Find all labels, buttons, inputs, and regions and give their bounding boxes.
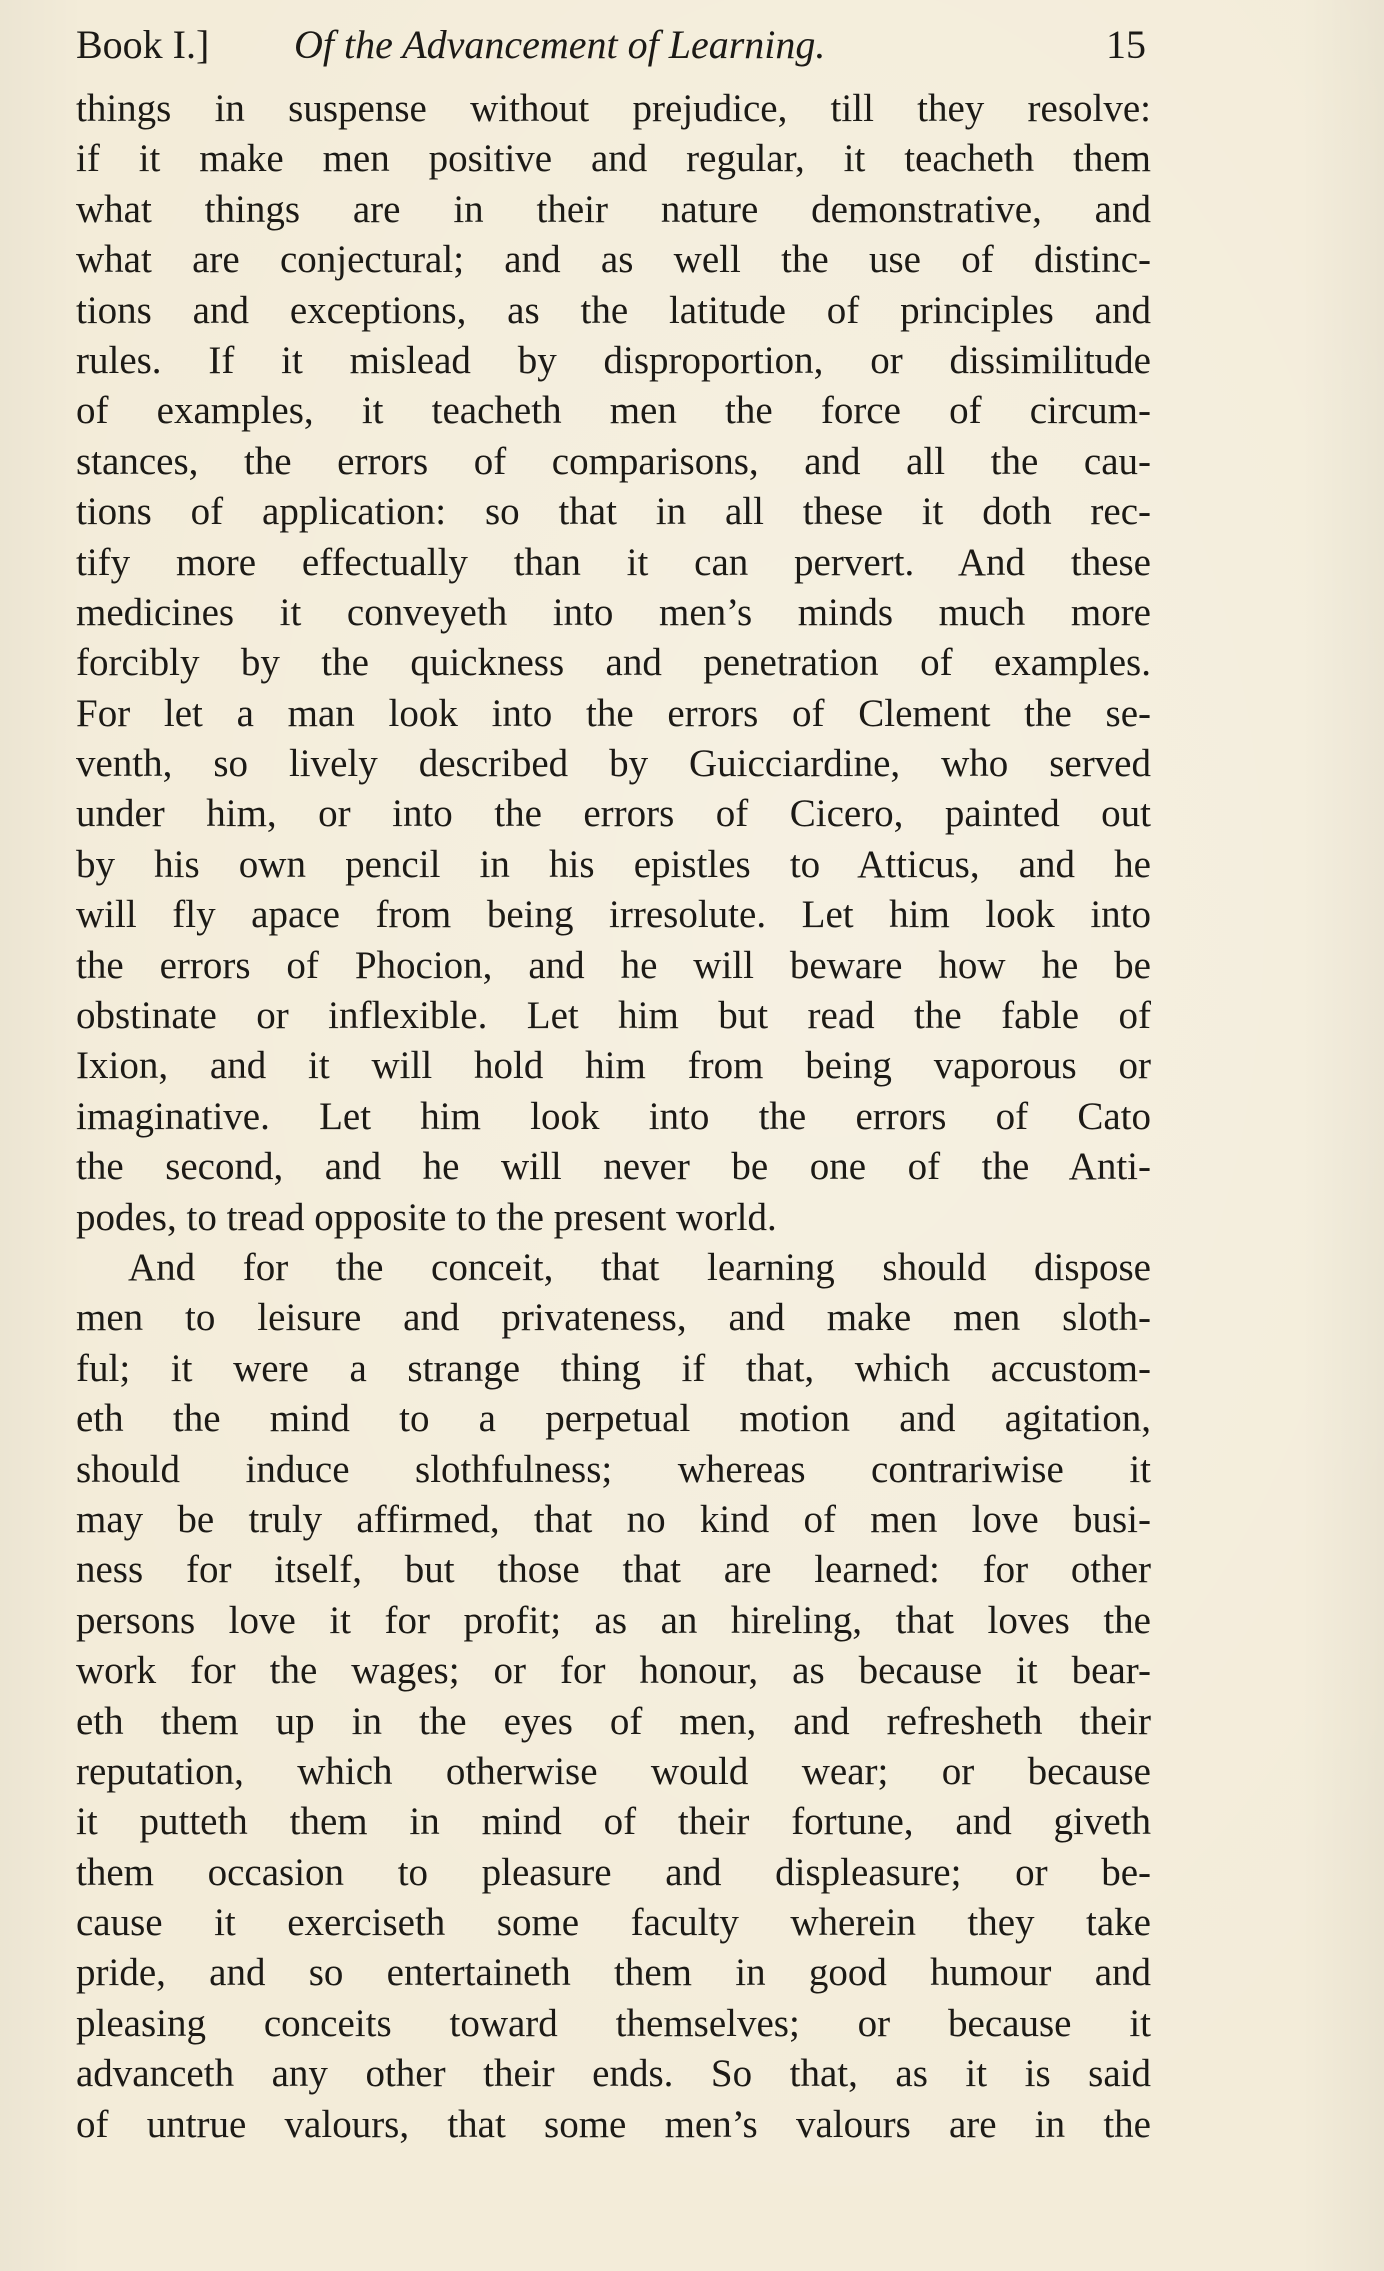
text-line: rules. If it mislead by disproportion, or dissimilitude (76, 338, 1151, 382)
text-line: venth, so lively described by Guicciardine, who served (76, 742, 1151, 786)
text-line: by his own pencil in his epistles to Atticus, and he (76, 842, 1151, 886)
paragraph-end-line: podes, to tread opposite to the present world. (76, 1195, 777, 1239)
text-line: Ixion, and it will hold him from being vaporous or (76, 1044, 1151, 1088)
text-line: of untrue valours, that some men’s valours are in the (76, 2102, 1151, 2146)
text-line: ness for itself, but those that are learned: for other (76, 1548, 1151, 1592)
text-line: what things are in their nature demonstrative, and (76, 187, 1151, 231)
text-line: cause it exerciseth some faculty wherein they take (76, 1901, 1151, 1945)
text-line: For let a man look into the errors of Clement the se- (76, 691, 1151, 735)
text-line: the second, and he will never be one of the Anti- (76, 1145, 1151, 1189)
text-line: eth the mind to a perpetual motion and agitation, (76, 1397, 1151, 1441)
text-line: the errors of Phocion, and he will beware how he be (76, 943, 1151, 987)
page-number: 15 (1106, 22, 1146, 67)
text-line: them occasion to pleasure and displeasure; or be- (76, 1850, 1151, 1894)
text-line: stances, the errors of comparisons, and all the cau- (76, 439, 1151, 483)
text-line: what are conjectural; and as well the use of distinc- (76, 238, 1151, 282)
text-line: should induce slothfulness; whereas contrariwise it (76, 1447, 1151, 1491)
text-line: work for the wages; or for honour, as because it bear- (76, 1649, 1151, 1693)
body-text (76, 84, 1151, 2150)
text-line: eth them up in the eyes of men, and refresheth their (76, 1699, 1151, 1743)
text-line: tify more effectually than it can pervert. And these (76, 540, 1151, 584)
text-line: if it make men positive and regular, it teacheth them (76, 137, 1151, 181)
text-line: men to leisure and privateness, and make men sloth- (76, 1296, 1151, 1340)
text-line: ful; it were a strange thing if that, which accustom- (76, 1346, 1151, 1390)
text-line: advanceth any other their ends. So that, as it is said (76, 2052, 1151, 2096)
text-line: forcibly by the quickness and penetration of examples. (76, 641, 1151, 685)
text-line: persons love it for profit; as an hireling, that loves the (76, 1598, 1151, 1642)
text-line: will fly apace from being irresolute. Let him look into (76, 893, 1151, 937)
text-line: things in suspense without prejudice, till they resolve: (76, 87, 1151, 130)
text-line: of examples, it teacheth men the force of circum- (76, 389, 1151, 433)
text-line: medicines it conveyeth into men’s minds much more (76, 590, 1151, 634)
text-line: pleasing conceits toward themselves; or because it (76, 2001, 1151, 2045)
text-line: obstinate or inflexible. Let him but read the fable of (76, 994, 1151, 1038)
book-number: Book I.] (76, 22, 210, 67)
text-line: pride, and so entertaineth them in good humour and (76, 1951, 1151, 1995)
text-line: reputation, which otherwise would wear; or because (76, 1749, 1151, 1793)
running-title: Of the Advancement of Learning. (294, 22, 826, 67)
text-line: tions and exceptions, as the latitude of principles and (76, 288, 1151, 332)
text-line: it putteth them in mind of their fortune, and giveth (76, 1800, 1151, 1844)
text-line: tions of application: so that in all these it doth rec- (76, 490, 1151, 534)
text-line: imaginative. Let him look into the errors of Cato (76, 1094, 1151, 1138)
paragraph-start-line: And for the conceit, that learning should dispose (128, 1245, 1151, 1289)
running-head (76, 14, 1146, 76)
text-line: under him, or into the errors of Cicero, painted out (76, 792, 1151, 836)
text-line: may be truly affirmed, that no kind of men love busi- (76, 1497, 1151, 1541)
